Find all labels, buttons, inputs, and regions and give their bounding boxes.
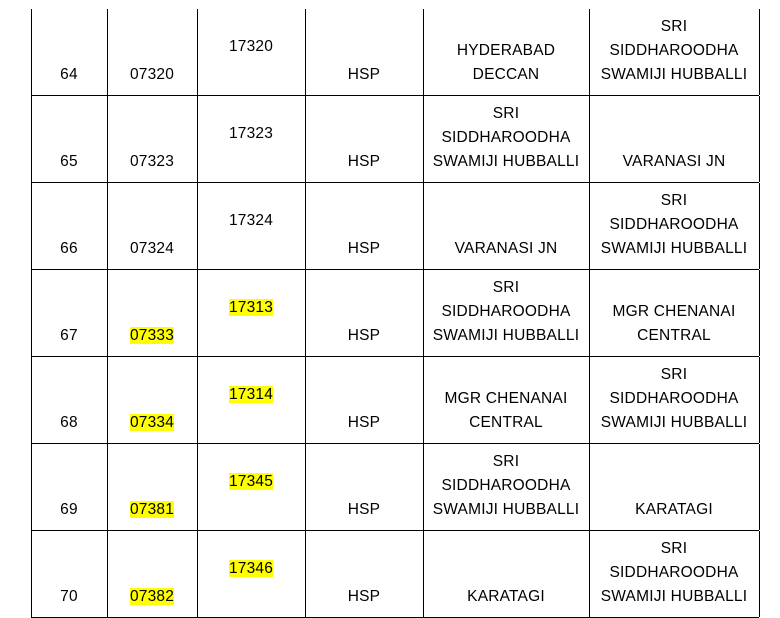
to-station-cell-line: SRI <box>660 366 688 383</box>
from-station-cell <box>423 531 589 617</box>
train-class-cell <box>305 9 423 95</box>
column-divider <box>759 357 760 443</box>
to-station-cell-line: SRI <box>660 18 688 35</box>
new-train-number-cell-line: 17320 <box>228 38 274 55</box>
new-train-number-cell-line: 17314 <box>228 386 274 403</box>
to-station-cell-line: SRI <box>660 192 688 209</box>
from-station-cell-line: KARATAGI <box>467 588 545 605</box>
from-station-cell-text <box>423 102 589 174</box>
new-train-number-cell-text <box>197 383 305 407</box>
new-train-number-cell-text <box>197 35 305 59</box>
old-train-number-cell-line: 07324 <box>129 240 175 257</box>
to-station-cell <box>589 357 759 443</box>
train-class-cell-line: HSP <box>347 66 381 83</box>
from-station-cell-line: SWAMIJI HUBBALLI <box>432 327 580 344</box>
to-station-cell-line: SWAMIJI HUBBALLI <box>600 240 748 257</box>
from-station-cell-line: VARANASI JN <box>454 240 558 257</box>
serial-number-cell-text <box>31 411 107 435</box>
new-train-number-cell-line: 17323 <box>228 125 274 142</box>
new-train-number-cell-text <box>197 470 305 494</box>
from-station-cell-line: SRI <box>492 453 520 470</box>
train-class-cell-text <box>305 585 423 609</box>
from-station-cell-text <box>423 237 589 261</box>
old-train-number-cell <box>107 357 197 443</box>
train-class-cell-text <box>305 498 423 522</box>
from-station-cell-line: SIDDHAROODHA <box>441 129 571 146</box>
from-station-cell-line: MGR CHENANAI <box>444 390 568 407</box>
serial-number-cell <box>31 9 107 95</box>
column-divider <box>759 96 760 182</box>
new-train-number-cell-line: 17345 <box>228 473 274 490</box>
new-train-number-cell <box>197 531 305 617</box>
from-station-cell <box>423 9 589 95</box>
serial-number-cell <box>31 96 107 182</box>
old-train-number-cell-line: 07382 <box>129 588 175 605</box>
serial-number-cell-line: 69 <box>60 501 78 518</box>
to-station-cell-text <box>589 498 759 522</box>
old-train-number-cell-line: 07333 <box>129 327 175 344</box>
old-train-number-cell-text <box>107 498 197 522</box>
to-station-cell-line: SWAMIJI HUBBALLI <box>600 414 748 431</box>
old-train-number-cell-text <box>107 150 197 174</box>
old-train-number-cell-text <box>107 411 197 435</box>
old-train-number-cell <box>107 96 197 182</box>
column-divider <box>759 444 760 530</box>
table-row <box>31 9 759 96</box>
to-station-cell-text <box>589 300 759 348</box>
from-station-cell-text <box>423 39 589 87</box>
to-station-cell-text <box>589 189 759 261</box>
table-row <box>31 444 759 531</box>
old-train-number-cell-text <box>107 63 197 87</box>
serial-number-cell <box>31 444 107 530</box>
serial-number-cell-line: 65 <box>60 153 78 170</box>
serial-number-cell-line: 68 <box>60 414 78 431</box>
to-station-cell-text <box>589 537 759 609</box>
serial-number-cell-text <box>31 237 107 261</box>
new-train-number-cell-text <box>197 557 305 581</box>
serial-number-cell-text <box>31 150 107 174</box>
old-train-number-cell-text <box>107 237 197 261</box>
train-class-cell-line: HSP <box>347 588 381 605</box>
train-class-cell-line: HSP <box>347 153 381 170</box>
from-station-cell-line: SRI <box>492 105 520 122</box>
train-class-cell-text <box>305 150 423 174</box>
from-station-cell <box>423 96 589 182</box>
serial-number-cell-text <box>31 585 107 609</box>
serial-number-cell-line: 66 <box>60 240 78 257</box>
serial-number-cell-text <box>31 324 107 348</box>
from-station-cell-line: SIDDHAROODHA <box>441 477 571 494</box>
new-train-number-cell <box>197 96 305 182</box>
old-train-number-cell <box>107 270 197 356</box>
old-train-number-cell-text <box>107 324 197 348</box>
column-divider <box>759 531 760 617</box>
train-class-cell-text <box>305 237 423 261</box>
serial-number-cell <box>31 357 107 443</box>
from-station-cell-text <box>423 450 589 522</box>
from-station-cell-line: SRI <box>492 279 520 296</box>
train-class-cell-text <box>305 63 423 87</box>
to-station-cell-line: SWAMIJI HUBBALLI <box>600 588 748 605</box>
from-station-cell-text <box>423 276 589 348</box>
new-train-number-cell <box>197 183 305 269</box>
old-train-number-cell-line: 07320 <box>129 66 175 83</box>
serial-number-cell-text <box>31 63 107 87</box>
to-station-cell-text <box>589 150 759 174</box>
from-station-cell-text <box>423 585 589 609</box>
table-row <box>31 357 759 444</box>
to-station-cell-line: SIDDHAROODHA <box>609 42 739 59</box>
train-class-cell <box>305 183 423 269</box>
old-train-number-cell-line: 07323 <box>129 153 175 170</box>
from-station-cell-text <box>423 387 589 435</box>
to-station-cell-line: KARATAGI <box>635 501 713 518</box>
column-divider <box>759 270 760 356</box>
old-train-number-cell-line: 07381 <box>129 501 175 518</box>
old-train-number-cell <box>107 9 197 95</box>
new-train-number-cell-line: 17313 <box>228 299 274 316</box>
to-station-cell <box>589 9 759 95</box>
train-number-table <box>31 9 759 618</box>
old-train-number-cell-text <box>107 585 197 609</box>
from-station-cell-line: CENTRAL <box>469 414 543 431</box>
table-row <box>31 96 759 183</box>
new-train-number-cell-text <box>197 296 305 320</box>
to-station-cell-line: VARANASI JN <box>622 153 726 170</box>
train-class-cell <box>305 357 423 443</box>
to-station-cell <box>589 96 759 182</box>
to-station-cell-line: SIDDHAROODHA <box>609 390 739 407</box>
new-train-number-cell-text <box>197 122 305 146</box>
to-station-cell-line: SIDDHAROODHA <box>609 216 739 233</box>
to-station-cell <box>589 270 759 356</box>
old-train-number-cell <box>107 531 197 617</box>
train-class-cell-line: HSP <box>347 414 381 431</box>
train-class-cell-text <box>305 411 423 435</box>
new-train-number-cell <box>197 9 305 95</box>
column-divider <box>759 183 760 269</box>
train-class-cell-line: HSP <box>347 240 381 257</box>
table-row <box>31 270 759 357</box>
to-station-cell <box>589 444 759 530</box>
from-station-cell-line: SWAMIJI HUBBALLI <box>432 501 580 518</box>
old-train-number-cell <box>107 183 197 269</box>
to-station-cell <box>589 531 759 617</box>
to-station-cell-text <box>589 363 759 435</box>
from-station-cell-line: SWAMIJI HUBBALLI <box>432 153 580 170</box>
from-station-cell <box>423 183 589 269</box>
to-station-cell-line: SWAMIJI HUBBALLI <box>600 66 748 83</box>
serial-number-cell <box>31 183 107 269</box>
serial-number-cell-text <box>31 498 107 522</box>
train-class-cell <box>305 531 423 617</box>
serial-number-cell <box>31 531 107 617</box>
table-row <box>31 183 759 270</box>
serial-number-cell-line: 70 <box>60 588 78 605</box>
new-train-number-cell <box>197 357 305 443</box>
old-train-number-cell-line: 07334 <box>129 414 175 431</box>
from-station-cell <box>423 444 589 530</box>
to-station-cell-line: MGR CHENANAI <box>612 303 736 320</box>
train-class-cell <box>305 96 423 182</box>
from-station-cell-line: HYDERABAD <box>456 42 556 59</box>
from-station-cell-line: SIDDHAROODHA <box>441 303 571 320</box>
new-train-number-cell-line: 17346 <box>228 560 274 577</box>
column-divider <box>759 9 760 95</box>
from-station-cell-line: DECCAN <box>472 66 540 83</box>
train-class-cell <box>305 270 423 356</box>
to-station-cell-text <box>589 15 759 87</box>
train-class-cell-line: HSP <box>347 327 381 344</box>
serial-number-cell <box>31 270 107 356</box>
from-station-cell <box>423 270 589 356</box>
train-class-cell <box>305 444 423 530</box>
to-station-cell-line: SIDDHAROODHA <box>609 564 739 581</box>
new-train-number-cell-line: 17324 <box>228 212 274 229</box>
table-row <box>31 531 759 618</box>
old-train-number-cell <box>107 444 197 530</box>
to-station-cell-line: SRI <box>660 540 688 557</box>
serial-number-cell-line: 67 <box>60 327 78 344</box>
to-station-cell-line: CENTRAL <box>637 327 711 344</box>
serial-number-cell-line: 64 <box>60 66 78 83</box>
to-station-cell <box>589 183 759 269</box>
new-train-number-cell-text <box>197 209 305 233</box>
train-class-cell-line: HSP <box>347 501 381 518</box>
train-class-cell-text <box>305 324 423 348</box>
new-train-number-cell <box>197 444 305 530</box>
from-station-cell <box>423 357 589 443</box>
new-train-number-cell <box>197 270 305 356</box>
